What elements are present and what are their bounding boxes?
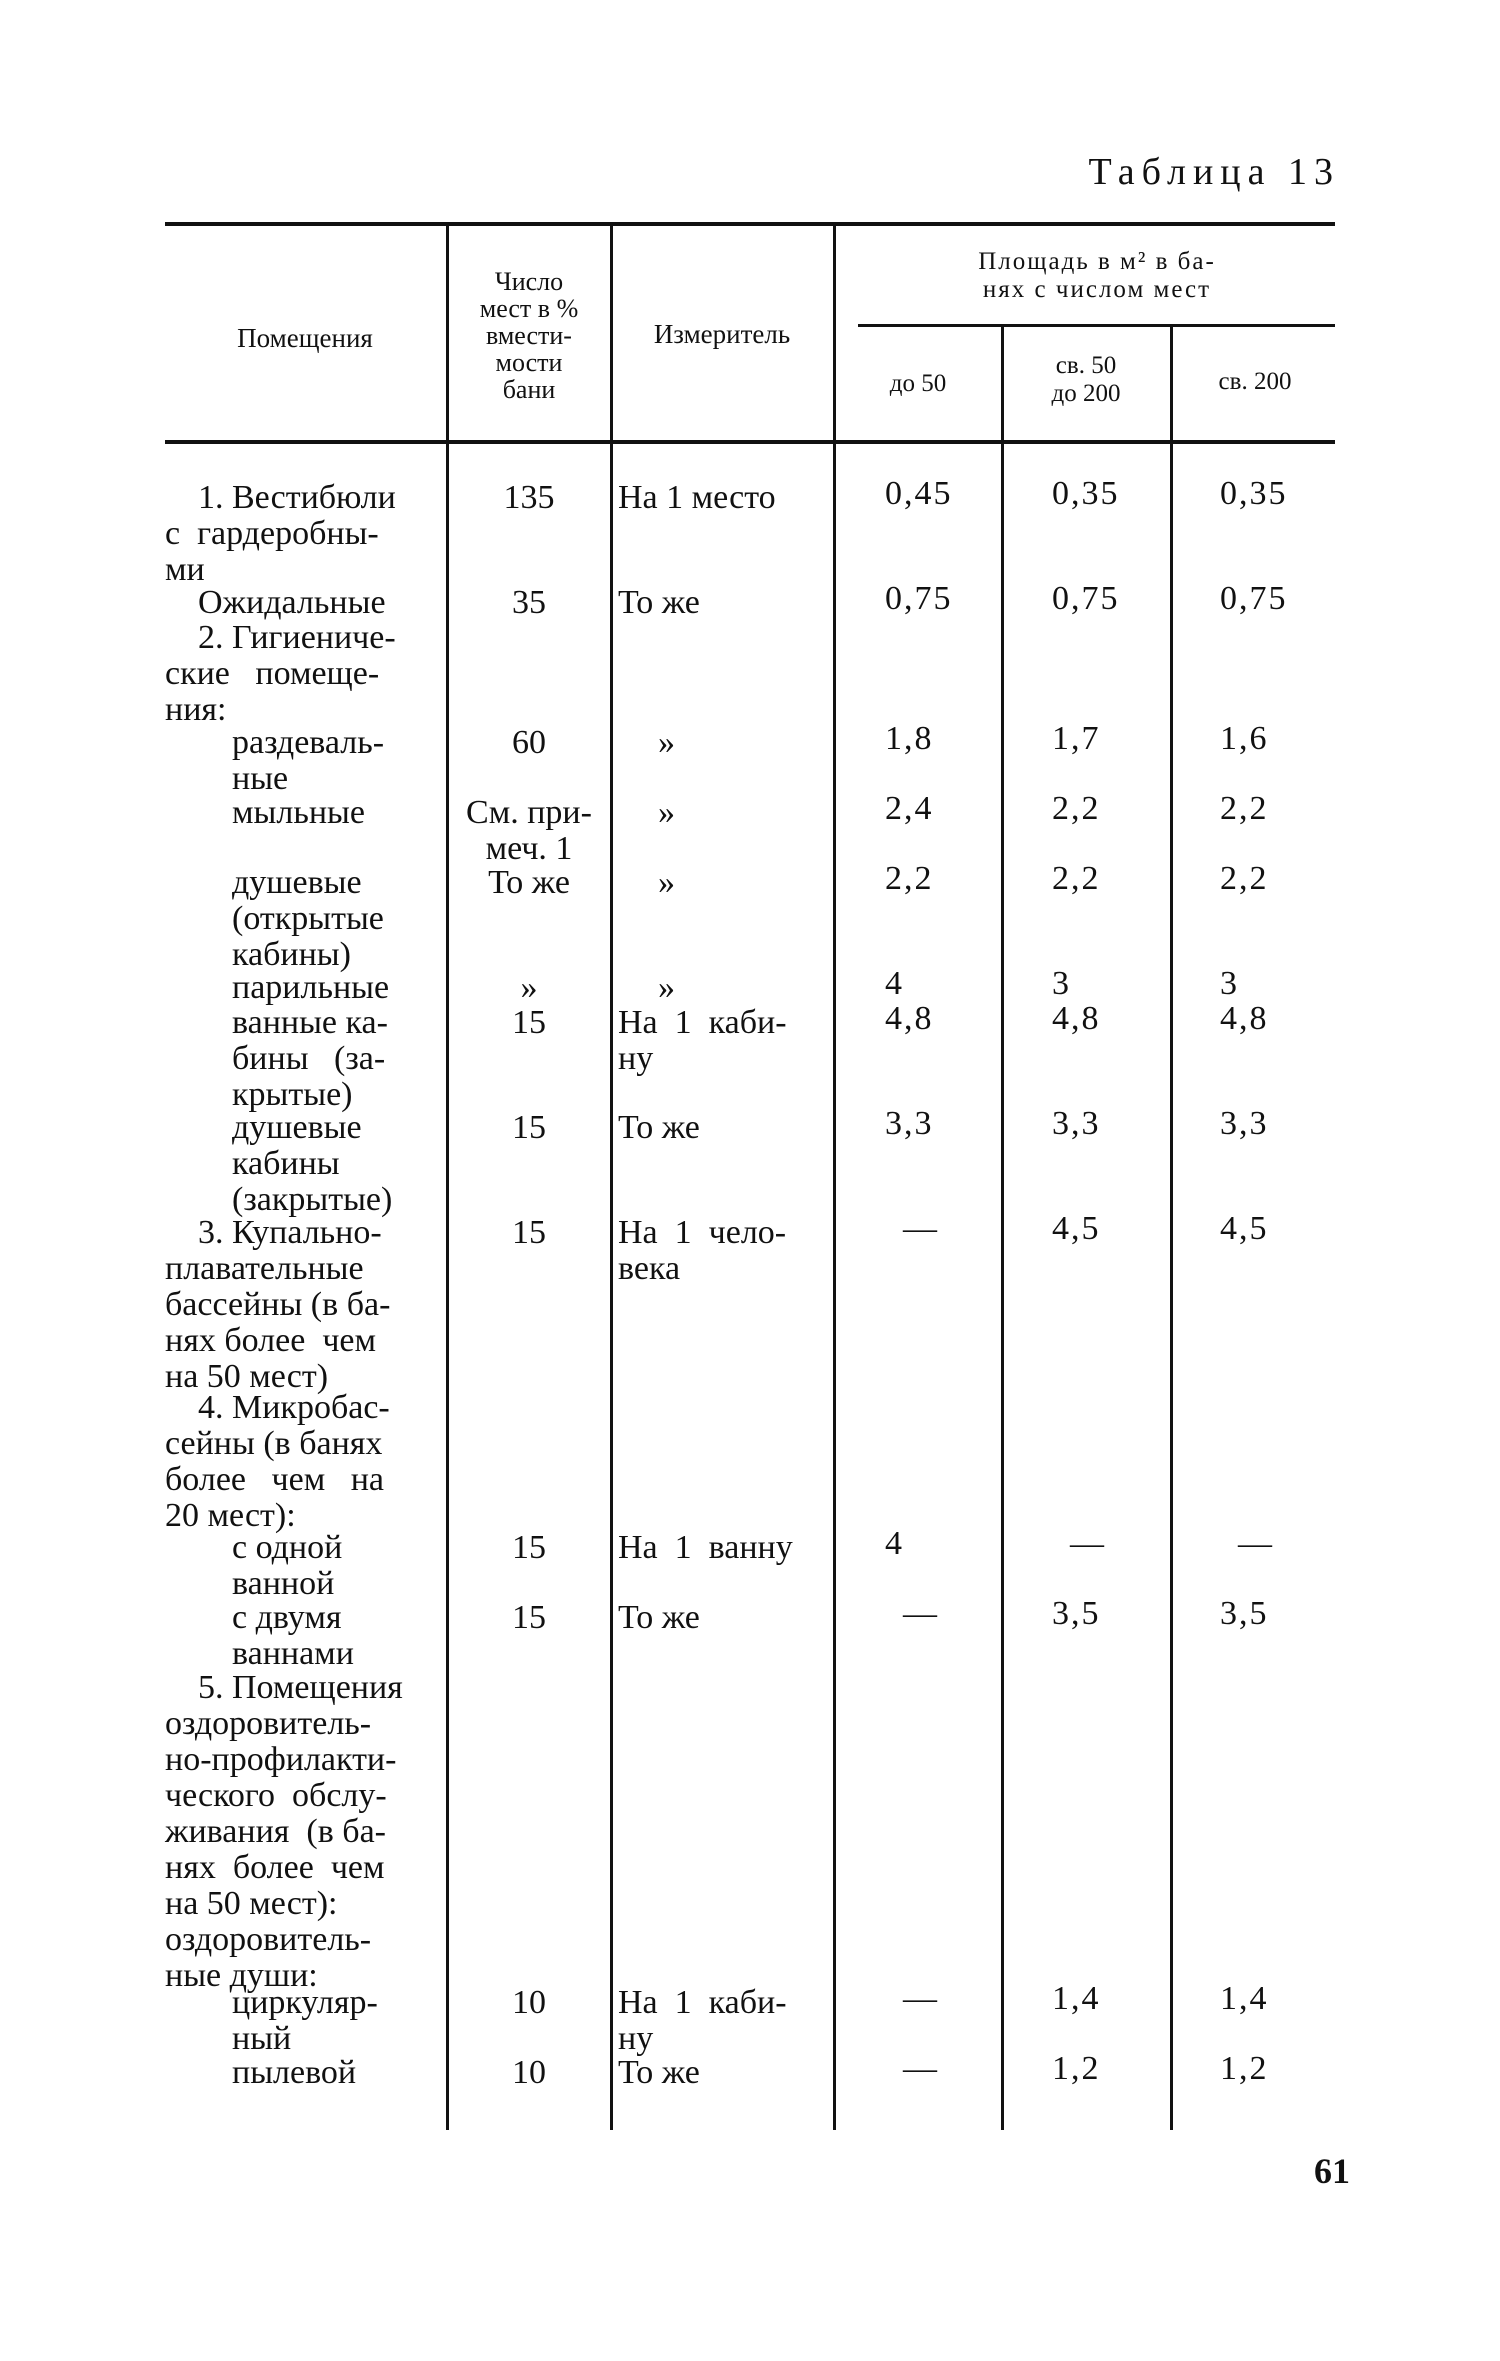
- measure-line: На 1 каби-: [618, 1004, 787, 1041]
- area-subheader-rule: [858, 324, 1335, 327]
- measure-line: века: [618, 1250, 681, 1287]
- room-name-cell: [232, 1530, 430, 1602]
- area-over-200-cell: 3,3: [1220, 1105, 1269, 1142]
- header-seats-line: мест в %: [479, 294, 579, 323]
- room-name-line: нях более чем: [165, 1849, 385, 1886]
- header-col-50-200-line: св. 50: [1055, 352, 1117, 379]
- header-col-50-200-line: до 200: [1051, 380, 1121, 407]
- room-name-line: но-профилакти-: [165, 1741, 397, 1778]
- header-seats-line: вмести-: [486, 321, 572, 350]
- header-col-over-200-label: св. 200: [1218, 368, 1292, 395]
- measure-line: »: [658, 864, 675, 901]
- header-col-over-200: [1175, 368, 1335, 395]
- room-name-line: циркуляр-: [232, 1984, 378, 2021]
- header-seats-line: Число: [494, 267, 564, 296]
- header-seats-line: бани: [502, 375, 556, 404]
- seats-percent-line: 15: [512, 1109, 546, 1146]
- measure-cell: [618, 1985, 830, 2057]
- room-name-line: 4. Микробас-: [198, 1389, 390, 1426]
- room-name-cell: [165, 1390, 430, 1534]
- area-50-200-cell: 3,3: [1052, 1105, 1101, 1142]
- room-name-line: с гардеробны-: [165, 515, 379, 552]
- room-name-line: на 50 мест): [165, 1358, 329, 1395]
- area-50-200-cell: 2,2: [1052, 790, 1101, 827]
- room-name-line: 3. Купально-: [198, 1214, 382, 1251]
- seats-percent-line: меч. 1: [485, 830, 573, 867]
- room-name-cell: [232, 970, 430, 1006]
- measure-line: ну: [618, 2020, 654, 2057]
- measure-cell: [618, 2055, 830, 2091]
- room-name-line: более чем на: [165, 1461, 384, 1498]
- area-over-200-cell: 1,4: [1220, 1980, 1269, 2017]
- area-50-200-cell: 2,2: [1052, 860, 1101, 897]
- seats-percent-line: »: [520, 969, 538, 1006]
- seats-percent-cell: [452, 1215, 606, 1251]
- area-over-200-cell: 3,5: [1220, 1595, 1269, 1632]
- room-name-cell: [232, 1985, 430, 2057]
- room-name-cell: [232, 1005, 430, 1113]
- room-name-cell: [165, 620, 430, 728]
- seats-percent-line: 15: [512, 1214, 546, 1251]
- room-name-line: ный: [232, 2020, 292, 2057]
- area-upto-50-cell: 3,3: [885, 1105, 934, 1142]
- seats-percent-cell: [452, 1530, 606, 1566]
- room-name-cell: [232, 865, 430, 973]
- seats-percent-cell: [452, 2055, 606, 2091]
- measure-line: То же: [618, 584, 700, 621]
- header-area: [862, 248, 1332, 304]
- seats-percent-line: 135: [503, 479, 555, 516]
- room-name-cell: [232, 795, 430, 831]
- measure-cell: [618, 795, 830, 831]
- header-seats: [450, 268, 608, 403]
- measure-line: На 1 каби-: [618, 1984, 787, 2021]
- area-upto-50-cell: 2,4: [885, 790, 934, 827]
- room-name-cell: [232, 1110, 430, 1218]
- area-upto-50-cell: —: [903, 1595, 939, 1632]
- area-50-200-cell: —: [1070, 1525, 1106, 1562]
- header-measure-label: Измеритель: [653, 319, 791, 349]
- measure-line: На 1 чело-: [618, 1214, 787, 1251]
- measure-line: То же: [618, 2054, 700, 2091]
- room-name-line: мыльные: [232, 794, 365, 831]
- room-name-line: 1. Вестибюли: [198, 479, 396, 516]
- area-upto-50-cell: 1,8: [885, 720, 934, 757]
- area-over-200-cell: 0,75: [1220, 580, 1288, 617]
- measure-cell: [618, 1215, 830, 1287]
- area-50-200-cell: 1,7: [1052, 720, 1101, 757]
- measure-line: То же: [618, 1599, 700, 1636]
- seats-percent-line: То же: [488, 864, 570, 901]
- measure-cell: [618, 1600, 830, 1636]
- room-name-line: с одной: [232, 1529, 343, 1566]
- measure-cell: [618, 480, 830, 516]
- page-number: 61: [1314, 2151, 1350, 2191]
- area-upto-50-cell: 0,45: [885, 475, 953, 512]
- room-name-line: ваннами: [232, 1635, 354, 1672]
- area-over-200-cell: 2,2: [1220, 790, 1269, 827]
- column-divider-1: [446, 225, 449, 2130]
- table-title: Таблица 13: [1088, 151, 1340, 193]
- area-over-200-cell: 3: [1220, 965, 1239, 1002]
- area-upto-50-cell: 4: [885, 1525, 904, 1562]
- measure-line: На 1 место: [618, 479, 776, 516]
- seats-percent-cell: [452, 795, 606, 867]
- area-upto-50-cell: —: [903, 2050, 939, 2087]
- area-upto-50-cell: —: [903, 1210, 939, 1247]
- measure-cell: [618, 1110, 830, 1146]
- seats-percent-line: 10: [512, 2054, 546, 2091]
- room-name-line: душевые: [232, 1109, 362, 1146]
- room-name-line: ванные ка-: [232, 1004, 388, 1041]
- seats-percent-cell: [452, 585, 606, 621]
- column-divider-2: [610, 225, 613, 2130]
- room-name-cell: [165, 1670, 430, 1994]
- header-bottom-rule: [165, 440, 1335, 444]
- measure-line: На 1 ванну: [618, 1529, 793, 1566]
- seats-percent-line: 10: [512, 1984, 546, 2021]
- area-over-200-cell: —: [1238, 1525, 1274, 1562]
- area-upto-50-cell: 2,2: [885, 860, 934, 897]
- room-name-cell: [232, 2055, 430, 2091]
- seats-percent-line: 15: [512, 1004, 546, 1041]
- room-name-line: ские помеще-: [165, 655, 380, 692]
- room-name-line: 5. Помещения: [198, 1669, 403, 1706]
- measure-cell: [618, 1530, 830, 1566]
- measure-line: »: [658, 794, 675, 831]
- room-name-line: душевые: [232, 864, 362, 901]
- room-name-line: Ожидальные: [198, 584, 386, 621]
- header-rooms: [170, 324, 440, 353]
- table-top-rule: [165, 222, 1335, 226]
- seats-percent-cell: [452, 1005, 606, 1041]
- seats-percent-line: 60: [512, 724, 546, 761]
- seats-percent-cell: [452, 1110, 606, 1146]
- area-over-200-cell: 1,2: [1220, 2050, 1269, 2087]
- header-measure: [614, 320, 830, 349]
- header-area-line: Площадь в м² в ба-: [978, 248, 1216, 275]
- seats-percent-line: См. при-: [466, 794, 592, 831]
- seats-percent-line: 15: [512, 1599, 546, 1636]
- area-50-200-cell: 1,2: [1052, 2050, 1101, 2087]
- room-name-cell: [165, 1215, 430, 1395]
- header-rooms-label: Помещения: [237, 323, 373, 353]
- measure-cell: [618, 725, 830, 761]
- room-name-line: бины (за-: [232, 1040, 386, 1077]
- header-col-upto-50: [838, 370, 998, 397]
- area-50-200-cell: 4,5: [1052, 1210, 1101, 1247]
- room-name-cell: [165, 480, 430, 588]
- room-name-line: 2. Гигиениче-: [198, 619, 396, 656]
- room-name-line: ми: [165, 551, 205, 588]
- seats-percent-cell: [452, 1600, 606, 1636]
- seats-percent-line: 15: [512, 1529, 546, 1566]
- room-name-line: (закрытые): [232, 1181, 393, 1218]
- room-name-line: бассейны (в ба-: [165, 1286, 391, 1323]
- room-name-line: оздоровитель-: [165, 1705, 372, 1742]
- measure-cell: [618, 585, 830, 621]
- measure-cell: [618, 970, 830, 1006]
- header-col-upto-50-label: до 50: [889, 370, 947, 397]
- seats-percent-cell: [452, 1985, 606, 2021]
- header-seats-line: мости: [495, 348, 563, 377]
- room-name-cell: [232, 1600, 430, 1672]
- room-name-line: кабины): [232, 936, 351, 973]
- measure-line: ну: [618, 1040, 654, 1077]
- room-name-line: ния:: [165, 691, 227, 728]
- room-name-cell: [165, 585, 430, 621]
- room-name-line: с двумя: [232, 1599, 342, 1636]
- measure-line: »: [658, 969, 675, 1006]
- room-name-line: 20 мест):: [165, 1497, 296, 1534]
- room-name-line: плавательные: [165, 1250, 364, 1287]
- room-name-line: ческого обслу-: [165, 1777, 387, 1814]
- room-name-line: парильные: [232, 969, 390, 1006]
- room-name-line: пылевой: [232, 2054, 357, 2091]
- area-50-200-cell: 0,35: [1052, 475, 1120, 512]
- measure-cell: [618, 1005, 830, 1077]
- room-name-line: живания (в ба-: [165, 1813, 386, 1850]
- room-name-line: нях более чем: [165, 1322, 377, 1359]
- area-over-200-cell: 1,6: [1220, 720, 1269, 757]
- room-name-line: сейны (в банях: [165, 1425, 383, 1462]
- area-50-200-cell: 0,75: [1052, 580, 1120, 617]
- measure-line: То же: [618, 1109, 700, 1146]
- seats-percent-line: 35: [512, 584, 546, 621]
- area-over-200-cell: 4,8: [1220, 1000, 1269, 1037]
- seats-percent-cell: [452, 865, 606, 901]
- area-upto-50-cell: 4: [885, 965, 904, 1002]
- measure-cell: [618, 865, 830, 901]
- area-upto-50-cell: —: [903, 1980, 939, 2017]
- header-col-50-200: [1006, 352, 1166, 408]
- seats-percent-cell: [452, 725, 606, 761]
- room-name-line: крытые): [232, 1076, 353, 1113]
- room-name-line: на 50 мест):: [165, 1885, 338, 1922]
- seats-percent-cell: [452, 970, 606, 1006]
- area-50-200-cell: 4,8: [1052, 1000, 1101, 1037]
- area-over-200-cell: 4,5: [1220, 1210, 1269, 1247]
- area-upto-50-cell: 4,8: [885, 1000, 934, 1037]
- room-name-line: (открытые: [232, 900, 384, 937]
- header-area-line: нях с числом мест: [982, 276, 1212, 303]
- room-name-line: ные души:: [165, 1957, 318, 1994]
- area-50-200-cell: 3: [1052, 965, 1071, 1002]
- column-divider-3: [833, 225, 836, 2130]
- room-name-line: кабины: [232, 1145, 340, 1182]
- area-upto-50-cell: 0,75: [885, 580, 953, 617]
- seats-percent-cell: [452, 480, 606, 516]
- area-over-200-cell: 0,35: [1220, 475, 1288, 512]
- area-50-200-cell: 1,4: [1052, 1980, 1101, 2017]
- room-name-line: ные: [232, 760, 289, 797]
- area-50-200-cell: 3,5: [1052, 1595, 1101, 1632]
- room-name-line: оздоровитель-: [165, 1921, 372, 1958]
- room-name-line: раздеваль-: [232, 724, 385, 761]
- area-over-200-cell: 2,2: [1220, 860, 1269, 897]
- measure-line: »: [658, 724, 675, 761]
- room-name-cell: [232, 725, 430, 797]
- room-name-line: ванной: [232, 1565, 335, 1602]
